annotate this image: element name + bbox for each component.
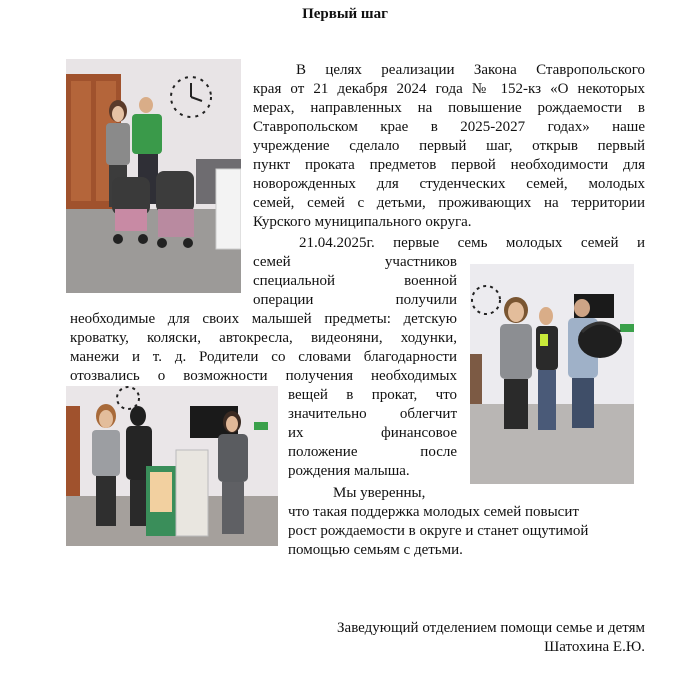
paragraph-line: необходимые для своих малышей предметы: детскую [70, 311, 457, 327]
paragraph-line: их финансовое [288, 425, 457, 441]
paragraph-line: семей участников [253, 254, 457, 270]
paragraph-line: края от 21 декабря 2024 года № 152-кз «О некоторых [253, 81, 645, 97]
paragraph-line: семей, семей с детьми, проживающих на территории [253, 195, 645, 211]
paragraph-line: новорожденных для студенческих семей, молодых [253, 176, 645, 192]
paragraph-line: вещей в прокат, что [288, 387, 457, 403]
paragraph-line: операции получили [253, 292, 457, 308]
paragraph-line: кроватку, коляски, автокресла, видеоняни, ходунки, [70, 330, 457, 346]
paragraph-line: Курского муниципального округа. [253, 214, 472, 230]
paragraph-line: 21.04.2025г. первые семь молодых семей и [299, 235, 645, 251]
paragraph-line: помощью семьям с детьми. [288, 542, 463, 558]
paragraph-line: учреждение сделало первый шаг, открыв первый [253, 138, 645, 154]
paragraph-line: значительно облегчит [288, 406, 457, 422]
paragraph-line: положение после [288, 444, 457, 460]
paragraph-line: мерах, направленных на повышение рождаемости в [253, 100, 645, 116]
paragraph-line: манежи и т. д. Родители со словами благодарности [70, 349, 457, 365]
paragraph-line: отозвались о возможности получения необходимых [70, 368, 457, 384]
paragraph-line: пункт проката предметов первой необходимости для [253, 157, 645, 173]
paragraph-line: рождения малыша. [288, 463, 410, 479]
photo-family-with-car-seat [470, 264, 634, 484]
paragraph-line: что такая поддержка молодых семей повысит [288, 504, 579, 520]
paragraph-line: В целях реализации Закона Ставропольского [296, 62, 645, 78]
paragraph-line: Мы уверенны, [333, 485, 426, 501]
paragraph-line: Ставропольском крае в 2025-2027 годах» наше [253, 119, 645, 135]
paragraph-line: рост рождаемости в округе и станет ощутимой [288, 523, 589, 539]
page-title: Первый шаг [302, 6, 388, 22]
paragraph-line: специальной военной [253, 273, 457, 289]
photo-women-with-playpen-box [66, 386, 278, 546]
signature-name: Шатохина Е.Ю. [544, 639, 645, 655]
signature-position: Заведующий отделением помощи семье и детям [337, 620, 645, 636]
photo-family-with-strollers [66, 59, 241, 293]
